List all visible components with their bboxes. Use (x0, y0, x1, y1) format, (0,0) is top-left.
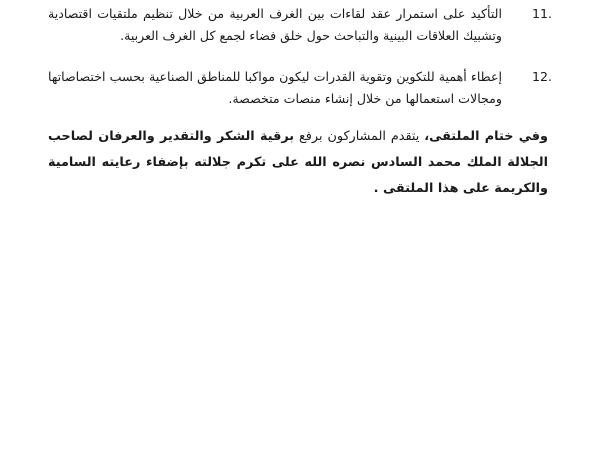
list-item (48, 3, 552, 47)
closing-telegram: برقية الشكر والتقدير والعرفان لصاحب الجلالة الملك محمد السادس نصره الله على تكرم جلالته بإضفاء رعايته السامية والكريمة على هذا الملتقى . (48, 129, 548, 196)
item-number: 12. (531, 69, 552, 84)
item-text: إعطاء أهمية للتكوين وتقوية القدرات ليكون مواكبا للمناطق الصناعية بحسب اختصاصاتها ومجالات استعمالها من خلال إنشاء منصات متخصصة. (48, 69, 502, 106)
item-number: 11. (531, 6, 552, 21)
item-text: التأكيد على استمرار عقد لقاءات بين الغرف العربية من خلال تنظيم ملتقيات اقتصادية وتشبيك العلاقات البينية والتباحث حول خلق فضاء لجمع كل الغرف العربية. (48, 6, 502, 43)
closing-paragraph (48, 124, 548, 202)
closing-intro: وفي ختام الملتقى، (424, 129, 549, 144)
list-item (48, 66, 552, 110)
closing-middle: يتقدم المشاركون برفع (294, 129, 425, 144)
